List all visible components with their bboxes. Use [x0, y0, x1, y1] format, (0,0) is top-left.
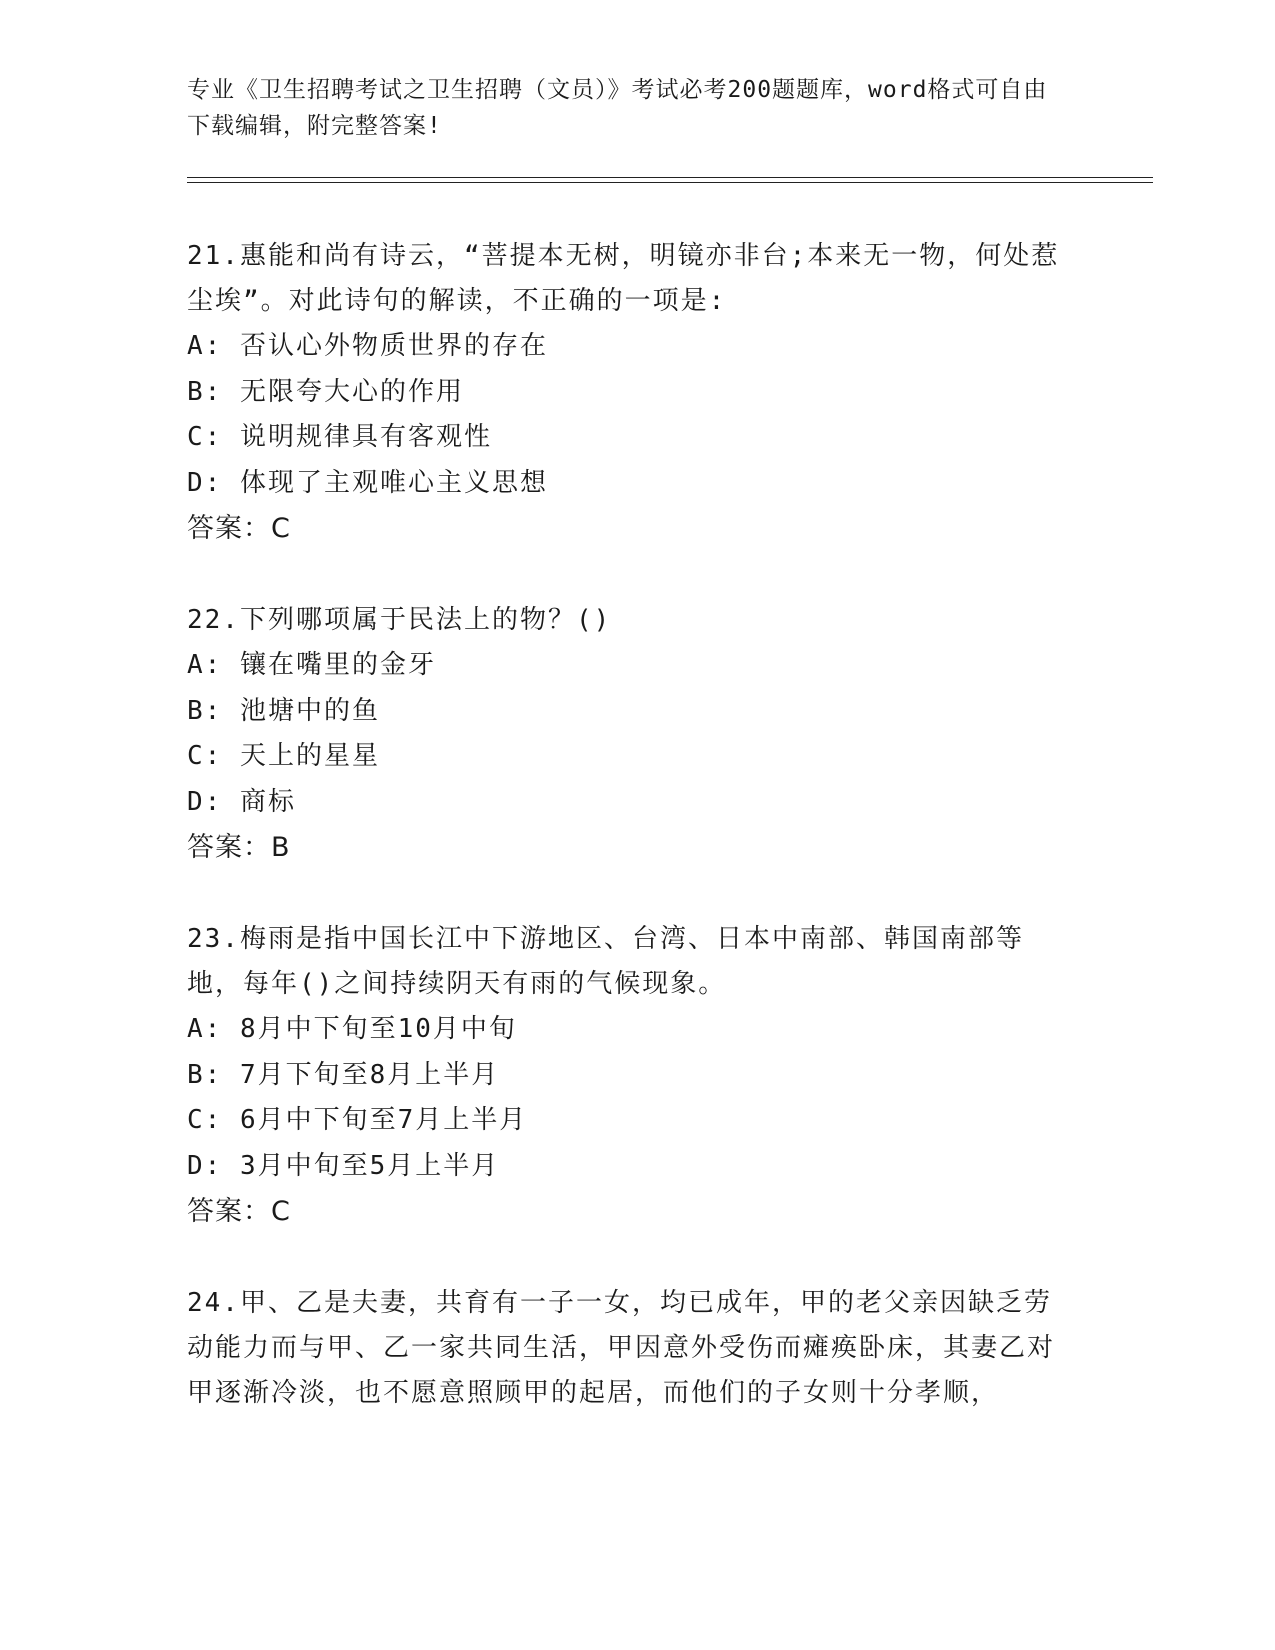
- option-a: A: 否认心外物质世界的存在: [187, 331, 548, 361]
- option-c: C: 说明规律具有客观性: [187, 422, 492, 452]
- option-b: B: 7月下旬至8月上半月: [187, 1059, 500, 1090]
- option-b: B: 池塘中的鱼: [187, 695, 380, 726]
- question-24: [187, 1281, 1077, 1416]
- question-stem: 21.惠能和尚有诗云，“菩提本无树，明镜亦非台;本来无一物，何处惹尘埃”。对此诗句的解读，不正确的一项是:: [187, 241, 1060, 316]
- question-stem: 22.下列哪项属于民法上的物？(): [187, 605, 612, 635]
- option-d: D: 体现了主观唯心主义思想: [187, 467, 548, 498]
- option-d: D: 3月中旬至5月上半月: [187, 1150, 500, 1181]
- question-stem: 24.甲、乙是夫妻，共育有一子一女，均已成年，甲的老父亲因缺乏劳动能力而与甲、乙一家共同生活，甲因意外受伤而瘫痪卧床，其妻乙对甲逐渐冷淡，也不愿意照顾甲的起居，而他们的子女则十分孝顺，: [187, 1288, 1056, 1408]
- answer-line: 答案：C: [187, 513, 291, 544]
- header-divider-bottom: [187, 182, 1153, 183]
- option-a: A: 8月中下旬至10月中旬: [187, 1014, 517, 1044]
- document-intro: 专业《卫生招聘考试之卫生招聘（文员）》考试必考200题题库，word格式可自由下载编辑，附完整答案!: [187, 77, 1048, 139]
- answer-line: 答案：B: [187, 832, 291, 863]
- header-divider-top: [187, 177, 1153, 178]
- question-22: [187, 598, 1077, 871]
- question-21: [187, 234, 1077, 552]
- option-b: B: 无限夸大心的作用: [187, 376, 464, 407]
- option-c: C: 天上的星星: [187, 741, 380, 771]
- question-stem: 23.梅雨是指中国长江中下游地区、台湾、日本中南部、韩国南部等地，每年()之间持续阴天有雨的气候现象。: [187, 924, 1024, 999]
- option-a: A: 镶在嘴里的金牙: [187, 650, 436, 680]
- answer-line: 答案：C: [187, 1196, 291, 1227]
- question-23: [187, 917, 1077, 1235]
- option-c: C: 6月中下旬至7月上半月: [187, 1105, 528, 1135]
- option-d: D: 商标: [187, 786, 296, 817]
